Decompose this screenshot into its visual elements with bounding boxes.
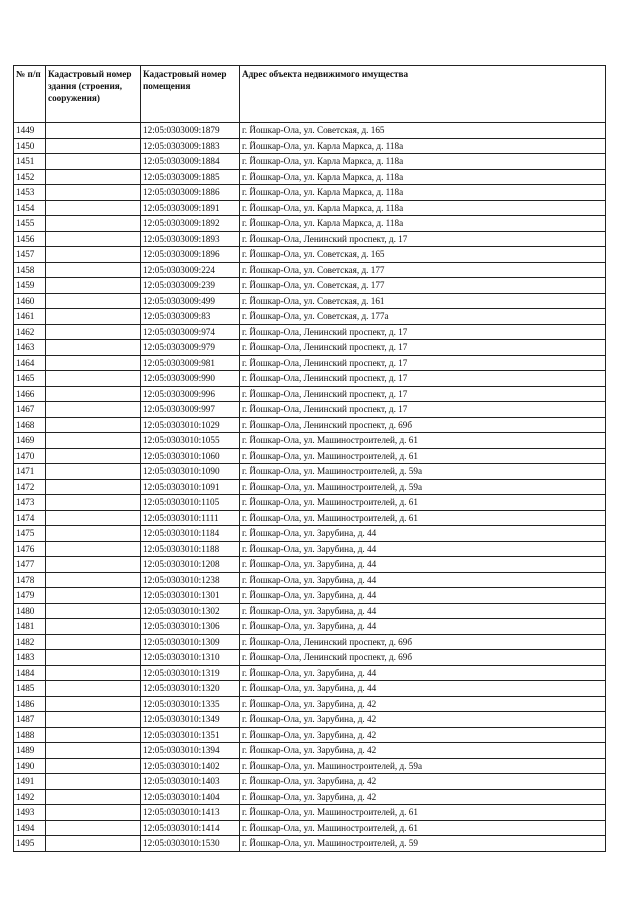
address-cell: г. Йошкар-Ола, Ленинский проспект, д. 17 — [240, 355, 606, 371]
table-row — [14, 479, 606, 495]
table-row — [14, 216, 606, 232]
row-number-cell: 1488 — [14, 727, 46, 743]
address-cell: г. Йошкар-Ола, ул. Машиностроителей, д. 59а — [240, 464, 606, 480]
row-number-cell: 1495 — [14, 836, 46, 852]
table-row — [14, 200, 606, 216]
row-number-cell: 1484 — [14, 665, 46, 681]
address-cell: г. Йошкар-Ола, ул. Карла Маркса, д. 118а — [240, 216, 606, 232]
row-number-cell: 1494 — [14, 820, 46, 836]
row-number-cell: 1483 — [14, 650, 46, 666]
address-cell: г. Йошкар-Ола, Ленинский проспект, д. 17 — [240, 231, 606, 247]
premises-cadastral-cell: 12:05:0303010:1413 — [141, 805, 240, 821]
address-cell: г. Йошкар-Ола, ул. Машиностроителей, д. 61 — [240, 820, 606, 836]
building-cadastral-cell — [46, 541, 141, 557]
table-row — [14, 402, 606, 418]
address-cell: г. Йошкар-Ола, ул. Машиностроителей, д. 59 — [240, 836, 606, 852]
row-number-cell: 1476 — [14, 541, 46, 557]
premises-cadastral-cell: 12:05:0303010:1310 — [141, 650, 240, 666]
table-row — [14, 169, 606, 185]
building-cadastral-cell — [46, 727, 141, 743]
premises-cadastral-cell: 12:05:0303009:224 — [141, 262, 240, 278]
building-cadastral-cell — [46, 386, 141, 402]
address-cell: г. Йошкар-Ола, Ленинский проспект, д. 17 — [240, 371, 606, 387]
address-cell: г. Йошкар-Ола, ул. Советская, д. 165 — [240, 247, 606, 263]
address-cell: г. Йошкар-Ола, ул. Машиностроителей, д. 61 — [240, 433, 606, 449]
row-number-cell: 1487 — [14, 712, 46, 728]
row-number-cell: 1493 — [14, 805, 46, 821]
building-cadastral-cell — [46, 836, 141, 852]
table-row — [14, 541, 606, 557]
premises-cadastral-cell: 12:05:0303009:997 — [141, 402, 240, 418]
address-cell: г. Йошкар-Ола, ул. Зарубина, д. 42 — [240, 712, 606, 728]
premises-cadastral-cell: 12:05:0303010:1306 — [141, 619, 240, 635]
building-cadastral-cell — [46, 123, 141, 139]
table-row — [14, 727, 606, 743]
address-cell: г. Йошкар-Ола, ул. Зарубина, д. 42 — [240, 789, 606, 805]
premises-cadastral-cell: 12:05:0303010:1349 — [141, 712, 240, 728]
table-row — [14, 805, 606, 821]
premises-cadastral-cell: 12:05:0303009:996 — [141, 386, 240, 402]
address-cell: г. Йошкар-Ола, ул. Машиностроителей, д. 61 — [240, 510, 606, 526]
address-cell: г. Йошкар-Ола, Ленинский проспект, д. 17 — [240, 324, 606, 340]
row-number-cell: 1486 — [14, 696, 46, 712]
row-number-cell: 1458 — [14, 262, 46, 278]
building-cadastral-cell — [46, 200, 141, 216]
address-cell: г. Йошкар-Ола, ул. Советская, д. 177а — [240, 309, 606, 325]
premises-cadastral-cell: 12:05:0303009:1896 — [141, 247, 240, 263]
row-number-cell: 1489 — [14, 743, 46, 759]
table-row — [14, 758, 606, 774]
address-cell: г. Йошкар-Ола, ул. Карла Маркса, д. 118а — [240, 200, 606, 216]
table-row — [14, 588, 606, 604]
table-row — [14, 340, 606, 356]
table-row — [14, 185, 606, 201]
table-row — [14, 138, 606, 154]
table-row — [14, 650, 606, 666]
premises-cadastral-cell: 12:05:0303009:1893 — [141, 231, 240, 247]
building-cadastral-cell — [46, 743, 141, 759]
building-cadastral-cell — [46, 789, 141, 805]
address-cell: г. Йошкар-Ола, ул. Зарубина, д. 44 — [240, 665, 606, 681]
building-cadastral-cell — [46, 603, 141, 619]
building-cadastral-cell — [46, 650, 141, 666]
row-number-cell: 1450 — [14, 138, 46, 154]
building-cadastral-cell — [46, 433, 141, 449]
premises-cadastral-cell: 12:05:0303009:1883 — [141, 138, 240, 154]
address-cell: г. Йошкар-Ола, ул. Карла Маркса, д. 118а — [240, 154, 606, 170]
address-cell: г. Йошкар-Ола, ул. Машиностроителей, д. 61 — [240, 448, 606, 464]
address-cell: г. Йошкар-Ола, ул. Зарубина, д. 44 — [240, 619, 606, 635]
row-number-cell: 1475 — [14, 526, 46, 542]
row-number-cell: 1462 — [14, 324, 46, 340]
address-cell: г. Йошкар-Ола, ул. Карла Маркса, д. 118а — [240, 185, 606, 201]
row-number-cell: 1461 — [14, 309, 46, 325]
address-cell: г. Йошкар-Ола, ул. Зарубина, д. 42 — [240, 743, 606, 759]
address-cell: г. Йошкар-Ола, ул. Советская, д. 165 — [240, 123, 606, 139]
building-cadastral-cell — [46, 681, 141, 697]
property-register-table — [13, 65, 606, 852]
address-cell: г. Йошкар-Ола, ул. Зарубина, д. 44 — [240, 557, 606, 573]
premises-cadastral-cell: 12:05:0303010:1301 — [141, 588, 240, 604]
address-cell: г. Йошкар-Ола, Ленинский проспект, д. 69б — [240, 634, 606, 650]
header-address: Адрес объекта недвижимого имущества — [240, 66, 606, 123]
premises-cadastral-cell: 12:05:0303010:1394 — [141, 743, 240, 759]
table-row — [14, 743, 606, 759]
building-cadastral-cell — [46, 712, 141, 728]
row-number-cell: 1490 — [14, 758, 46, 774]
table-row — [14, 634, 606, 650]
building-cadastral-cell — [46, 758, 141, 774]
premises-cadastral-cell: 12:05:0303009:1892 — [141, 216, 240, 232]
premises-cadastral-cell: 12:05:0303010:1530 — [141, 836, 240, 852]
row-number-cell: 1479 — [14, 588, 46, 604]
building-cadastral-cell — [46, 572, 141, 588]
table-row — [14, 619, 606, 635]
address-cell: г. Йошкар-Ола, Ленинский проспект, д. 69б — [240, 417, 606, 433]
premises-cadastral-cell: 12:05:0303009:499 — [141, 293, 240, 309]
premises-cadastral-cell: 12:05:0303009:981 — [141, 355, 240, 371]
row-number-cell: 1454 — [14, 200, 46, 216]
building-cadastral-cell — [46, 805, 141, 821]
table-row — [14, 712, 606, 728]
premises-cadastral-cell: 12:05:0303010:1090 — [141, 464, 240, 480]
building-cadastral-cell — [46, 216, 141, 232]
address-cell: г. Йошкар-Ола, ул. Машиностроителей, д. 59а — [240, 479, 606, 495]
table-row — [14, 247, 606, 263]
building-cadastral-cell — [46, 324, 141, 340]
building-cadastral-cell — [46, 557, 141, 573]
premises-cadastral-cell: 12:05:0303010:1055 — [141, 433, 240, 449]
table-row — [14, 603, 606, 619]
building-cadastral-cell — [46, 247, 141, 263]
building-cadastral-cell — [46, 355, 141, 371]
row-number-cell: 1463 — [14, 340, 46, 356]
premises-cadastral-cell: 12:05:0303009:1891 — [141, 200, 240, 216]
header-building-cadastral: Кадастровый номер здания (строения, сооружения) — [46, 66, 141, 123]
row-number-cell: 1491 — [14, 774, 46, 790]
building-cadastral-cell — [46, 510, 141, 526]
address-cell: г. Йошкар-Ола, ул. Зарубина, д. 44 — [240, 572, 606, 588]
table-row — [14, 681, 606, 697]
table-row — [14, 464, 606, 480]
premises-cadastral-cell: 12:05:0303010:1184 — [141, 526, 240, 542]
address-cell: г. Йошкар-Ола, ул. Советская, д. 161 — [240, 293, 606, 309]
address-cell: г. Йошкар-Ола, ул. Зарубина, д. 44 — [240, 526, 606, 542]
table-row — [14, 696, 606, 712]
row-number-cell: 1449 — [14, 123, 46, 139]
table-row — [14, 355, 606, 371]
premises-cadastral-cell: 12:05:0303010:1404 — [141, 789, 240, 805]
building-cadastral-cell — [46, 479, 141, 495]
premises-cadastral-cell: 12:05:0303010:1208 — [141, 557, 240, 573]
row-number-cell: 1485 — [14, 681, 46, 697]
address-cell: г. Йошкар-Ола, ул. Зарубина, д. 42 — [240, 774, 606, 790]
table-row — [14, 262, 606, 278]
premises-cadastral-cell: 12:05:0303010:1060 — [141, 448, 240, 464]
building-cadastral-cell — [46, 464, 141, 480]
row-number-cell: 1468 — [14, 417, 46, 433]
building-cadastral-cell — [46, 495, 141, 511]
building-cadastral-cell — [46, 262, 141, 278]
premises-cadastral-cell: 12:05:0303010:1105 — [141, 495, 240, 511]
premises-cadastral-cell: 12:05:0303009:990 — [141, 371, 240, 387]
header-number: № п/п — [14, 66, 46, 123]
address-cell: г. Йошкар-Ола, Ленинский проспект, д. 69б — [240, 650, 606, 666]
building-cadastral-cell — [46, 402, 141, 418]
building-cadastral-cell — [46, 665, 141, 681]
table-header-row — [14, 66, 606, 123]
table-row — [14, 789, 606, 805]
row-number-cell: 1459 — [14, 278, 46, 294]
table-row — [14, 386, 606, 402]
building-cadastral-cell — [46, 820, 141, 836]
building-cadastral-cell — [46, 138, 141, 154]
row-number-cell: 1471 — [14, 464, 46, 480]
row-number-cell: 1457 — [14, 247, 46, 263]
address-cell: г. Йошкар-Ола, ул. Зарубина, д. 42 — [240, 696, 606, 712]
premises-cadastral-cell: 12:05:0303010:1402 — [141, 758, 240, 774]
row-number-cell: 1492 — [14, 789, 46, 805]
row-number-cell: 1472 — [14, 479, 46, 495]
building-cadastral-cell — [46, 309, 141, 325]
row-number-cell: 1477 — [14, 557, 46, 573]
table-row — [14, 665, 606, 681]
premises-cadastral-cell: 12:05:0303009:83 — [141, 309, 240, 325]
address-cell: г. Йошкар-Ола, Ленинский проспект, д. 17 — [240, 386, 606, 402]
building-cadastral-cell — [46, 154, 141, 170]
address-cell: г. Йошкар-Ола, Ленинский проспект, д. 17 — [240, 340, 606, 356]
table-row — [14, 324, 606, 340]
table-row — [14, 278, 606, 294]
table-row — [14, 309, 606, 325]
table-row — [14, 123, 606, 139]
table-row — [14, 231, 606, 247]
address-cell: г. Йошкар-Ола, ул. Зарубина, д. 44 — [240, 681, 606, 697]
premises-cadastral-cell: 12:05:0303009:1885 — [141, 169, 240, 185]
address-cell: г. Йошкар-Ола, ул. Карла Маркса, д. 118а — [240, 138, 606, 154]
table-row — [14, 557, 606, 573]
row-number-cell: 1464 — [14, 355, 46, 371]
building-cadastral-cell — [46, 448, 141, 464]
premises-cadastral-cell: 12:05:0303010:1309 — [141, 634, 240, 650]
table-row — [14, 510, 606, 526]
building-cadastral-cell — [46, 526, 141, 542]
premises-cadastral-cell: 12:05:0303010:1029 — [141, 417, 240, 433]
building-cadastral-cell — [46, 588, 141, 604]
building-cadastral-cell — [46, 340, 141, 356]
premises-cadastral-cell: 12:05:0303009:239 — [141, 278, 240, 294]
row-number-cell: 1482 — [14, 634, 46, 650]
building-cadastral-cell — [46, 278, 141, 294]
row-number-cell: 1473 — [14, 495, 46, 511]
row-number-cell: 1453 — [14, 185, 46, 201]
address-cell: г. Йошкар-Ола, Ленинский проспект, д. 17 — [240, 402, 606, 418]
premises-cadastral-cell: 12:05:0303009:1886 — [141, 185, 240, 201]
row-number-cell: 1455 — [14, 216, 46, 232]
premises-cadastral-cell: 12:05:0303009:1884 — [141, 154, 240, 170]
row-number-cell: 1481 — [14, 619, 46, 635]
row-number-cell: 1480 — [14, 603, 46, 619]
table-row — [14, 293, 606, 309]
table-row — [14, 774, 606, 790]
premises-cadastral-cell: 12:05:0303010:1335 — [141, 696, 240, 712]
premises-cadastral-cell: 12:05:0303010:1414 — [141, 820, 240, 836]
premises-cadastral-cell: 12:05:0303010:1351 — [141, 727, 240, 743]
table-row — [14, 495, 606, 511]
address-cell: г. Йошкар-Ола, ул. Карла Маркса, д. 118а — [240, 169, 606, 185]
premises-cadastral-cell: 12:05:0303010:1238 — [141, 572, 240, 588]
building-cadastral-cell — [46, 634, 141, 650]
table-row — [14, 371, 606, 387]
address-cell: г. Йошкар-Ола, ул. Зарубина, д. 42 — [240, 727, 606, 743]
premises-cadastral-cell: 12:05:0303009:974 — [141, 324, 240, 340]
building-cadastral-cell — [46, 696, 141, 712]
row-number-cell: 1467 — [14, 402, 46, 418]
table-row — [14, 820, 606, 836]
row-number-cell: 1456 — [14, 231, 46, 247]
address-cell: г. Йошкар-Ола, ул. Зарубина, д. 44 — [240, 603, 606, 619]
table-row — [14, 526, 606, 542]
row-number-cell: 1469 — [14, 433, 46, 449]
premises-cadastral-cell: 12:05:0303009:1879 — [141, 123, 240, 139]
address-cell: г. Йошкар-Ола, ул. Зарубина, д. 44 — [240, 541, 606, 557]
premises-cadastral-cell: 12:05:0303009:979 — [141, 340, 240, 356]
row-number-cell: 1466 — [14, 386, 46, 402]
premises-cadastral-cell: 12:05:0303010:1188 — [141, 541, 240, 557]
premises-cadastral-cell: 12:05:0303010:1111 — [141, 510, 240, 526]
building-cadastral-cell — [46, 417, 141, 433]
address-cell: г. Йошкар-Ола, ул. Машиностроителей, д. 61 — [240, 805, 606, 821]
table-row — [14, 417, 606, 433]
table-row — [14, 433, 606, 449]
building-cadastral-cell — [46, 774, 141, 790]
building-cadastral-cell — [46, 371, 141, 387]
table-row — [14, 572, 606, 588]
table-row — [14, 154, 606, 170]
building-cadastral-cell — [46, 293, 141, 309]
building-cadastral-cell — [46, 231, 141, 247]
premises-cadastral-cell: 12:05:0303010:1302 — [141, 603, 240, 619]
premises-cadastral-cell: 12:05:0303010:1319 — [141, 665, 240, 681]
row-number-cell: 1451 — [14, 154, 46, 170]
row-number-cell: 1474 — [14, 510, 46, 526]
row-number-cell: 1478 — [14, 572, 46, 588]
row-number-cell: 1452 — [14, 169, 46, 185]
premises-cadastral-cell: 12:05:0303010:1403 — [141, 774, 240, 790]
table-row — [14, 448, 606, 464]
building-cadastral-cell — [46, 619, 141, 635]
address-cell: г. Йошкар-Ола, ул. Машиностроителей, д. 61 — [240, 495, 606, 511]
header-premises-cadastral: Кадастровый номер помещения — [141, 66, 240, 123]
building-cadastral-cell — [46, 169, 141, 185]
building-cadastral-cell — [46, 185, 141, 201]
address-cell: г. Йошкар-Ола, ул. Советская, д. 177 — [240, 262, 606, 278]
row-number-cell: 1460 — [14, 293, 46, 309]
row-number-cell: 1470 — [14, 448, 46, 464]
address-cell: г. Йошкар-Ола, ул. Советская, д. 177 — [240, 278, 606, 294]
row-number-cell: 1465 — [14, 371, 46, 387]
premises-cadastral-cell: 12:05:0303010:1091 — [141, 479, 240, 495]
table-row — [14, 836, 606, 852]
address-cell: г. Йошкар-Ола, ул. Машиностроителей, д. 59а — [240, 758, 606, 774]
premises-cadastral-cell: 12:05:0303010:1320 — [141, 681, 240, 697]
address-cell: г. Йошкар-Ола, ул. Зарубина, д. 44 — [240, 588, 606, 604]
